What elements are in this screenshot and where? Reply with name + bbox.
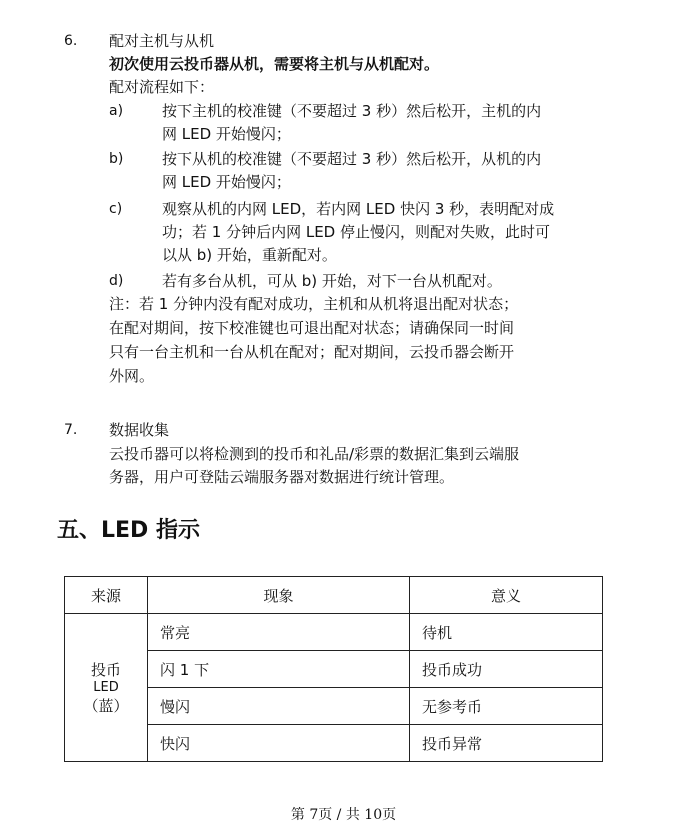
note-line-1: 注：若 1 分钟内没有配对成功，主机和从机将退出配对状态；: [109, 295, 519, 313]
led-indicator-table: [64, 576, 603, 762]
meaning-cell: 投币成功: [410, 651, 603, 688]
note-line-2: 在配对期间，按下校准键也可退出配对状态；请确保同一时间: [109, 319, 515, 337]
header-phenomenon: 现象: [148, 577, 410, 614]
note-line-3: 只有一台主机和一台从机在配对；配对期间，云投币器会断开: [109, 343, 515, 361]
section-6-bold-line: 初次使用云投币器从机，需要将主机与从机配对。: [109, 55, 440, 73]
section-6-number: 6.: [64, 33, 78, 49]
step-b-line-1: 按下从机的校准键（不要超过 3 秒）然后松开，从机的内: [162, 150, 542, 168]
table-row: [65, 614, 603, 651]
step-b-line-2: 网 LED 开始慢闪；: [162, 173, 291, 191]
led-section-heading: 五、LED 指示: [57, 518, 200, 543]
phenomenon-cell: 常亮: [148, 614, 410, 651]
source-line-2: LED: [93, 679, 119, 695]
step-b-label: b): [109, 151, 124, 167]
phenomenon-cell: 闪 1 下: [148, 651, 410, 688]
step-c-label: c): [109, 201, 123, 217]
meaning-cell: 投币异常: [410, 725, 603, 762]
section-7-line-1: 云投币器可以将检测到的投币和礼品/彩票的数据汇集到云端服: [109, 445, 520, 463]
meaning-cell: 无参考币: [410, 688, 603, 725]
page-footer: 第 7页 / 共 10页: [290, 807, 397, 823]
section-7-number: 7.: [64, 422, 78, 438]
source-line-3: （蓝）: [83, 696, 129, 715]
source-cell: [65, 614, 148, 762]
step-c-line-3: 以从 b) 开始，重新配对。: [162, 246, 337, 264]
step-a-line-1: 按下主机的校准键（不要超过 3 秒）然后松开，主机的内: [162, 102, 542, 120]
phenomenon-cell: 快闪: [148, 725, 410, 762]
phenomenon-cell: 慢闪: [148, 688, 410, 725]
step-a-line-2: 网 LED 开始慢闪；: [162, 125, 291, 143]
section-6-title: 配对主机与从机: [109, 32, 215, 50]
step-c-line-2: 功；若 1 分钟后内网 LED 停止慢闪，则配对失败，此时可: [162, 223, 551, 241]
step-c-line-1: 观察从机的内网 LED，若内网 LED 快闪 3 秒，表明配对成: [162, 200, 555, 218]
header-source: 来源: [65, 577, 148, 614]
section-7-line-2: 务器，用户可登陆云端服务器对数据进行统计管理。: [109, 468, 455, 486]
step-d-line-1: 若有多台从机，可从 b) 开始，对下一台从机配对。: [162, 272, 502, 290]
section-7-title: 数据收集: [109, 421, 170, 439]
meaning-cell: 待机: [410, 614, 603, 651]
source-line-1: 投币: [90, 660, 121, 679]
note-line-4: 外网。: [109, 367, 155, 385]
step-a-label: a): [109, 103, 124, 119]
section-6-intro: 配对流程如下：: [109, 78, 215, 96]
table-header-row: [65, 577, 603, 614]
header-meaning: 意义: [410, 577, 603, 614]
step-d-label: d): [109, 273, 124, 289]
